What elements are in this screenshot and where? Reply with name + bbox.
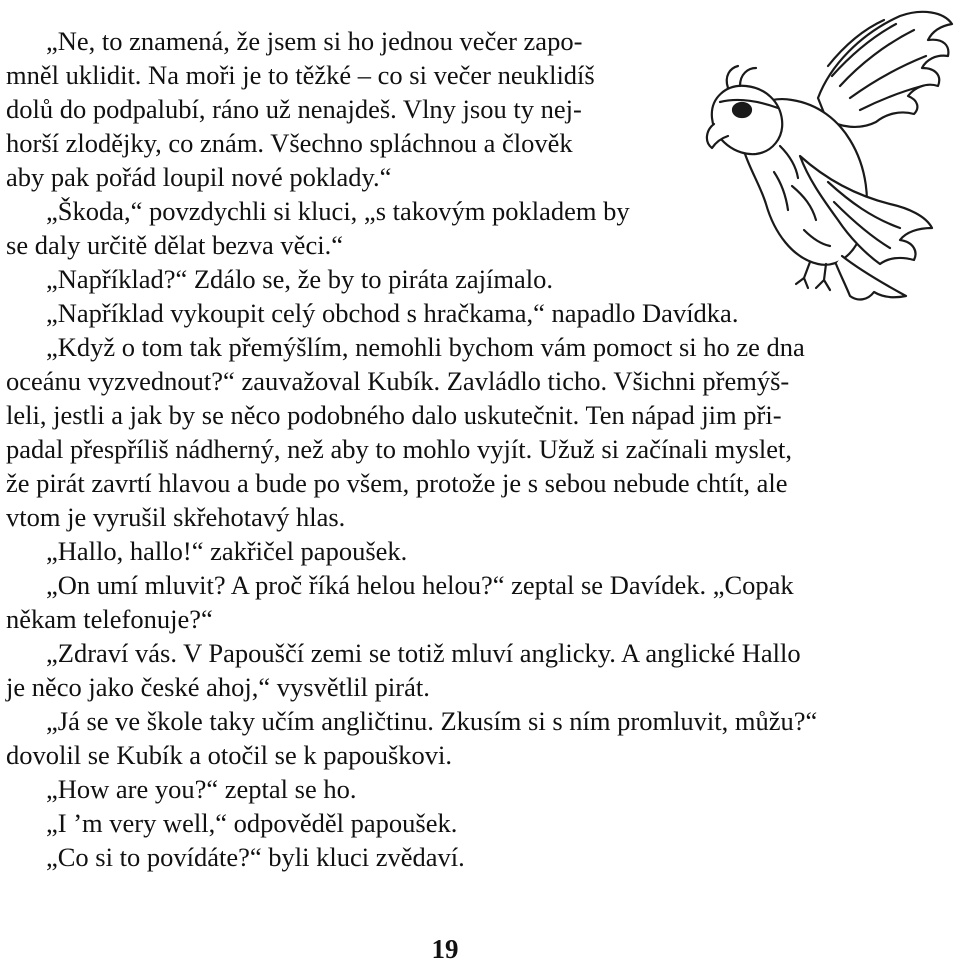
text-line: „Co si to povídáte?“ byli kluci zvědaví. (46, 842, 465, 872)
text-line: oceánu vyzvednout?“ zauvažoval Kubík. Zavládlo ticho. Všichni přemýš- (6, 366, 790, 396)
text-line: „Například vykoupit celý obchod s hračkama,“ napadlo Davídka. (46, 298, 739, 328)
text-line: že pirát zavrtí hlavou a bude po všem, protože je s sebou nebude chtít, ale (6, 468, 788, 498)
text-line: „Když o tom tak přemýšlím, nemohli bychom vám pomoct si ho ze dna (46, 332, 805, 362)
text-line: leli, jestli a jak by se něco podobného dalo uskutečnit. Ten nápad jim při- (6, 400, 782, 430)
text-line: „Například?“ Zdálo se, že by to piráta zajímalo. (46, 264, 553, 294)
text-line: „How are you?“ zeptal se ho. (46, 774, 357, 804)
text-line: „Škoda,“ povzdychli si kluci, „s takovým pokladem by (46, 196, 630, 226)
page-number: 19 (431, 934, 459, 964)
text-line: je něco jako české ahoj,“ vysvětlil pirát. (6, 672, 430, 702)
text-line: „On umí mluvit? A proč říká helou helou?“ zeptal se Davídek. „Copak (46, 570, 794, 600)
text-line: „Hallo, hallo!“ zakřičel papoušek. (46, 536, 408, 566)
text-line: dovolil se Kubík a otočil se k papouškovi. (6, 740, 453, 770)
text-line: „Ne, to znamená, že jsem si ho jednou večer zapo- (46, 26, 583, 56)
text-line: mněl uklidit. Na moři je to těžké – co si večer neuklidíš (6, 60, 595, 90)
parrot-illustration-icon (700, 6, 956, 306)
text-line: „Zdraví vás. V Papouščí zemi se totiž mluví anglicky. A anglické Hallo (46, 638, 801, 668)
text-line: aby pak pořád loupil nové poklady.“ (6, 162, 392, 192)
text-line: vtom je vyrušil skřehotavý hlas. (6, 502, 346, 532)
text-line: horší zlodějky, co znám. Všechno spláchnou a člověk (6, 128, 573, 158)
text-line: „Já se ve škole taky učím angličtinu. Zkusím si s ním promluvit, můžu?“ (46, 706, 818, 736)
text-line: dolů do podpalubí, ráno už nenajdeš. Vlny jsou ty nej- (6, 94, 582, 124)
text-line: někam telefonuje?“ (6, 604, 213, 634)
text-line: se daly určitě dělat bezva věci.“ (6, 230, 343, 260)
text-line: padal přespříliš nádherný, než aby to mohlo vyjít. Užuž si začínali myslet, (6, 434, 792, 464)
text-line: „I ’m very well,“ odpověděl papoušek. (46, 808, 458, 838)
